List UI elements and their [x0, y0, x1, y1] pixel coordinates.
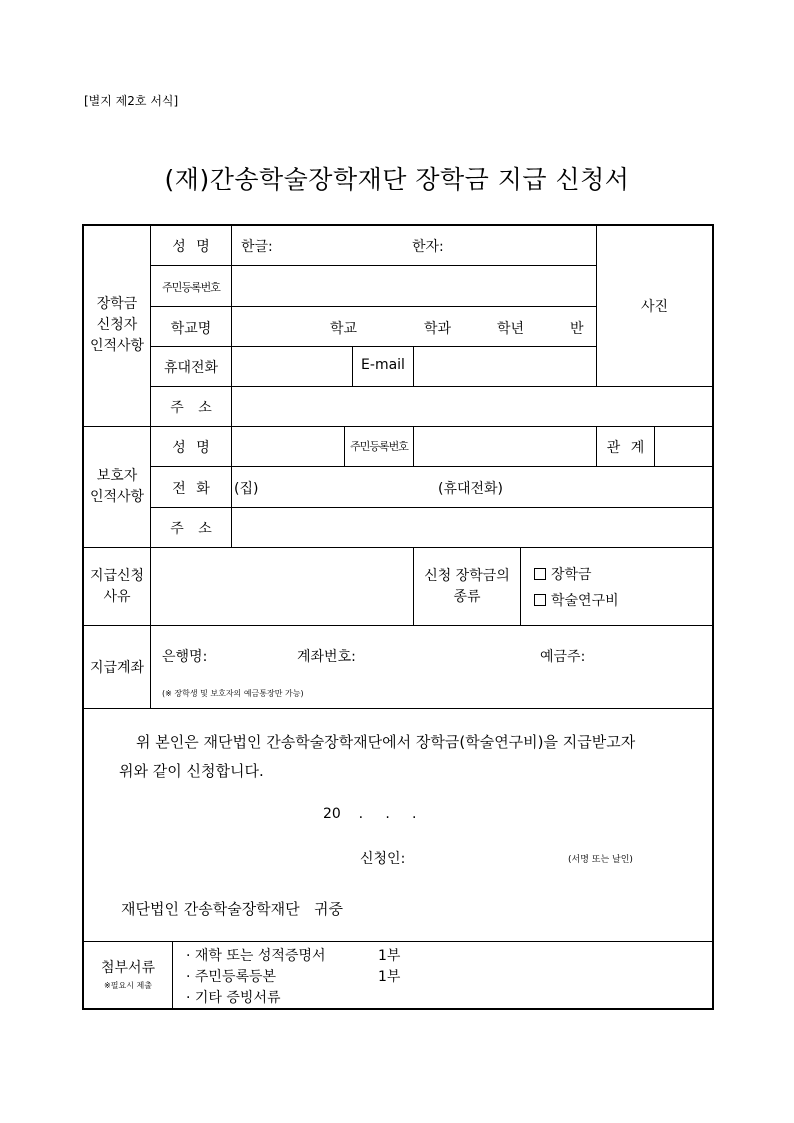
grade-unit: 학년 — [497, 321, 525, 337]
school-name-label: 학교명 — [170, 321, 212, 337]
applicant-rrn-field[interactable] — [233, 268, 593, 304]
date-line: 20 . . . — [323, 806, 417, 822]
applicant-name-label: 성 명 — [172, 239, 210, 255]
form-number: [별지 제2호 서식] — [84, 94, 179, 108]
guardian-name-label: 성 명 — [172, 440, 210, 456]
department-unit: 학과 — [424, 321, 452, 337]
applicant-address-label: 주 소 — [170, 400, 212, 416]
name-korean-label: 한글: — [241, 239, 273, 255]
guardian-address-label: 주 소 — [170, 521, 212, 537]
research-fund-checkbox[interactable] — [534, 594, 546, 606]
attachments-label: 첨부서류 — [100, 960, 156, 976]
class-unit: 반 — [570, 321, 584, 337]
scholarship-checkbox[interactable] — [534, 568, 546, 580]
account-label: 지급계좌 — [89, 660, 145, 676]
reason-label: 지급신청 사유 — [89, 568, 145, 605]
attachment-item: · 기타 증빙서류 — [186, 990, 281, 1006]
attachment-count: 1부 — [378, 969, 401, 985]
mobile-label: 휴대전화 — [163, 360, 219, 376]
photo-area[interactable] — [599, 228, 710, 384]
guardian-section-label: 보호자 인적사항 — [89, 468, 145, 505]
reason-field[interactable] — [153, 550, 411, 623]
account-note: (※ 장학생 및 보호자의 예금통장만 가능) — [162, 689, 304, 698]
recipient: 재단법인 간송학술장학재단 귀중 — [121, 900, 343, 918]
email-label: E-mail — [361, 357, 405, 373]
account-holder-label: 예금주: — [540, 649, 586, 665]
home-phone-label: (집) — [234, 481, 259, 497]
relation-label: 관 계 — [606, 440, 645, 456]
guardian-rrn-field[interactable] — [415, 429, 594, 464]
relation-field[interactable] — [656, 429, 710, 464]
attachment-count: 1부 — [378, 948, 401, 964]
scholarship-type-label: 신청 장학금의 종류 — [424, 568, 510, 605]
attachment-item: · 재학 또는 성적증명서 — [186, 948, 326, 964]
account-number-label: 계좌번호: — [297, 649, 356, 665]
attachment-item: · 주민등록등본 — [186, 969, 277, 985]
applicant-address-field[interactable] — [233, 389, 710, 424]
guardian-address-field[interactable] — [233, 509, 710, 545]
email-field[interactable] — [415, 349, 594, 384]
applicant-rrn-label: 주민등록번호 — [162, 281, 220, 294]
option-research-fund[interactable]: 학술연구비 — [534, 590, 619, 610]
photo-label: 사진 — [640, 299, 669, 315]
statement-line-1: 위 본인은 재단법인 간송학술장학재단에서 장학금(학술연구비)을 지급받고자 — [136, 733, 636, 751]
school-unit: 학교 — [330, 321, 358, 337]
statement-line-2: 위와 같이 신청합니다. — [119, 762, 264, 780]
name-korean-field[interactable] — [280, 228, 405, 263]
name-hanja-field[interactable] — [450, 228, 592, 263]
guardian-phone-label: 전 화 — [172, 481, 210, 497]
sign-note: (서명 또는 날인) — [568, 855, 633, 865]
name-hanja-label: 한자: — [412, 239, 444, 255]
guardian-name-field[interactable] — [233, 429, 342, 464]
option-scholarship[interactable]: 장학금 — [534, 564, 592, 584]
guardian-mobile-label: (휴대전화) — [438, 481, 504, 497]
guardian-rrn-label: 주민등록번호 — [350, 440, 408, 453]
applicant-sign-label: 신청인: — [360, 851, 406, 867]
page-title: (재)간송학술장학재단 장학금 지급 신청서 — [164, 165, 630, 194]
bank-name-label: 은행명: — [162, 649, 208, 665]
applicant-section-label: 장학금 신청자 인적사항 — [89, 296, 145, 354]
mobile-field[interactable] — [233, 349, 350, 384]
attachments-note: ※필요시 제출 — [104, 981, 152, 990]
